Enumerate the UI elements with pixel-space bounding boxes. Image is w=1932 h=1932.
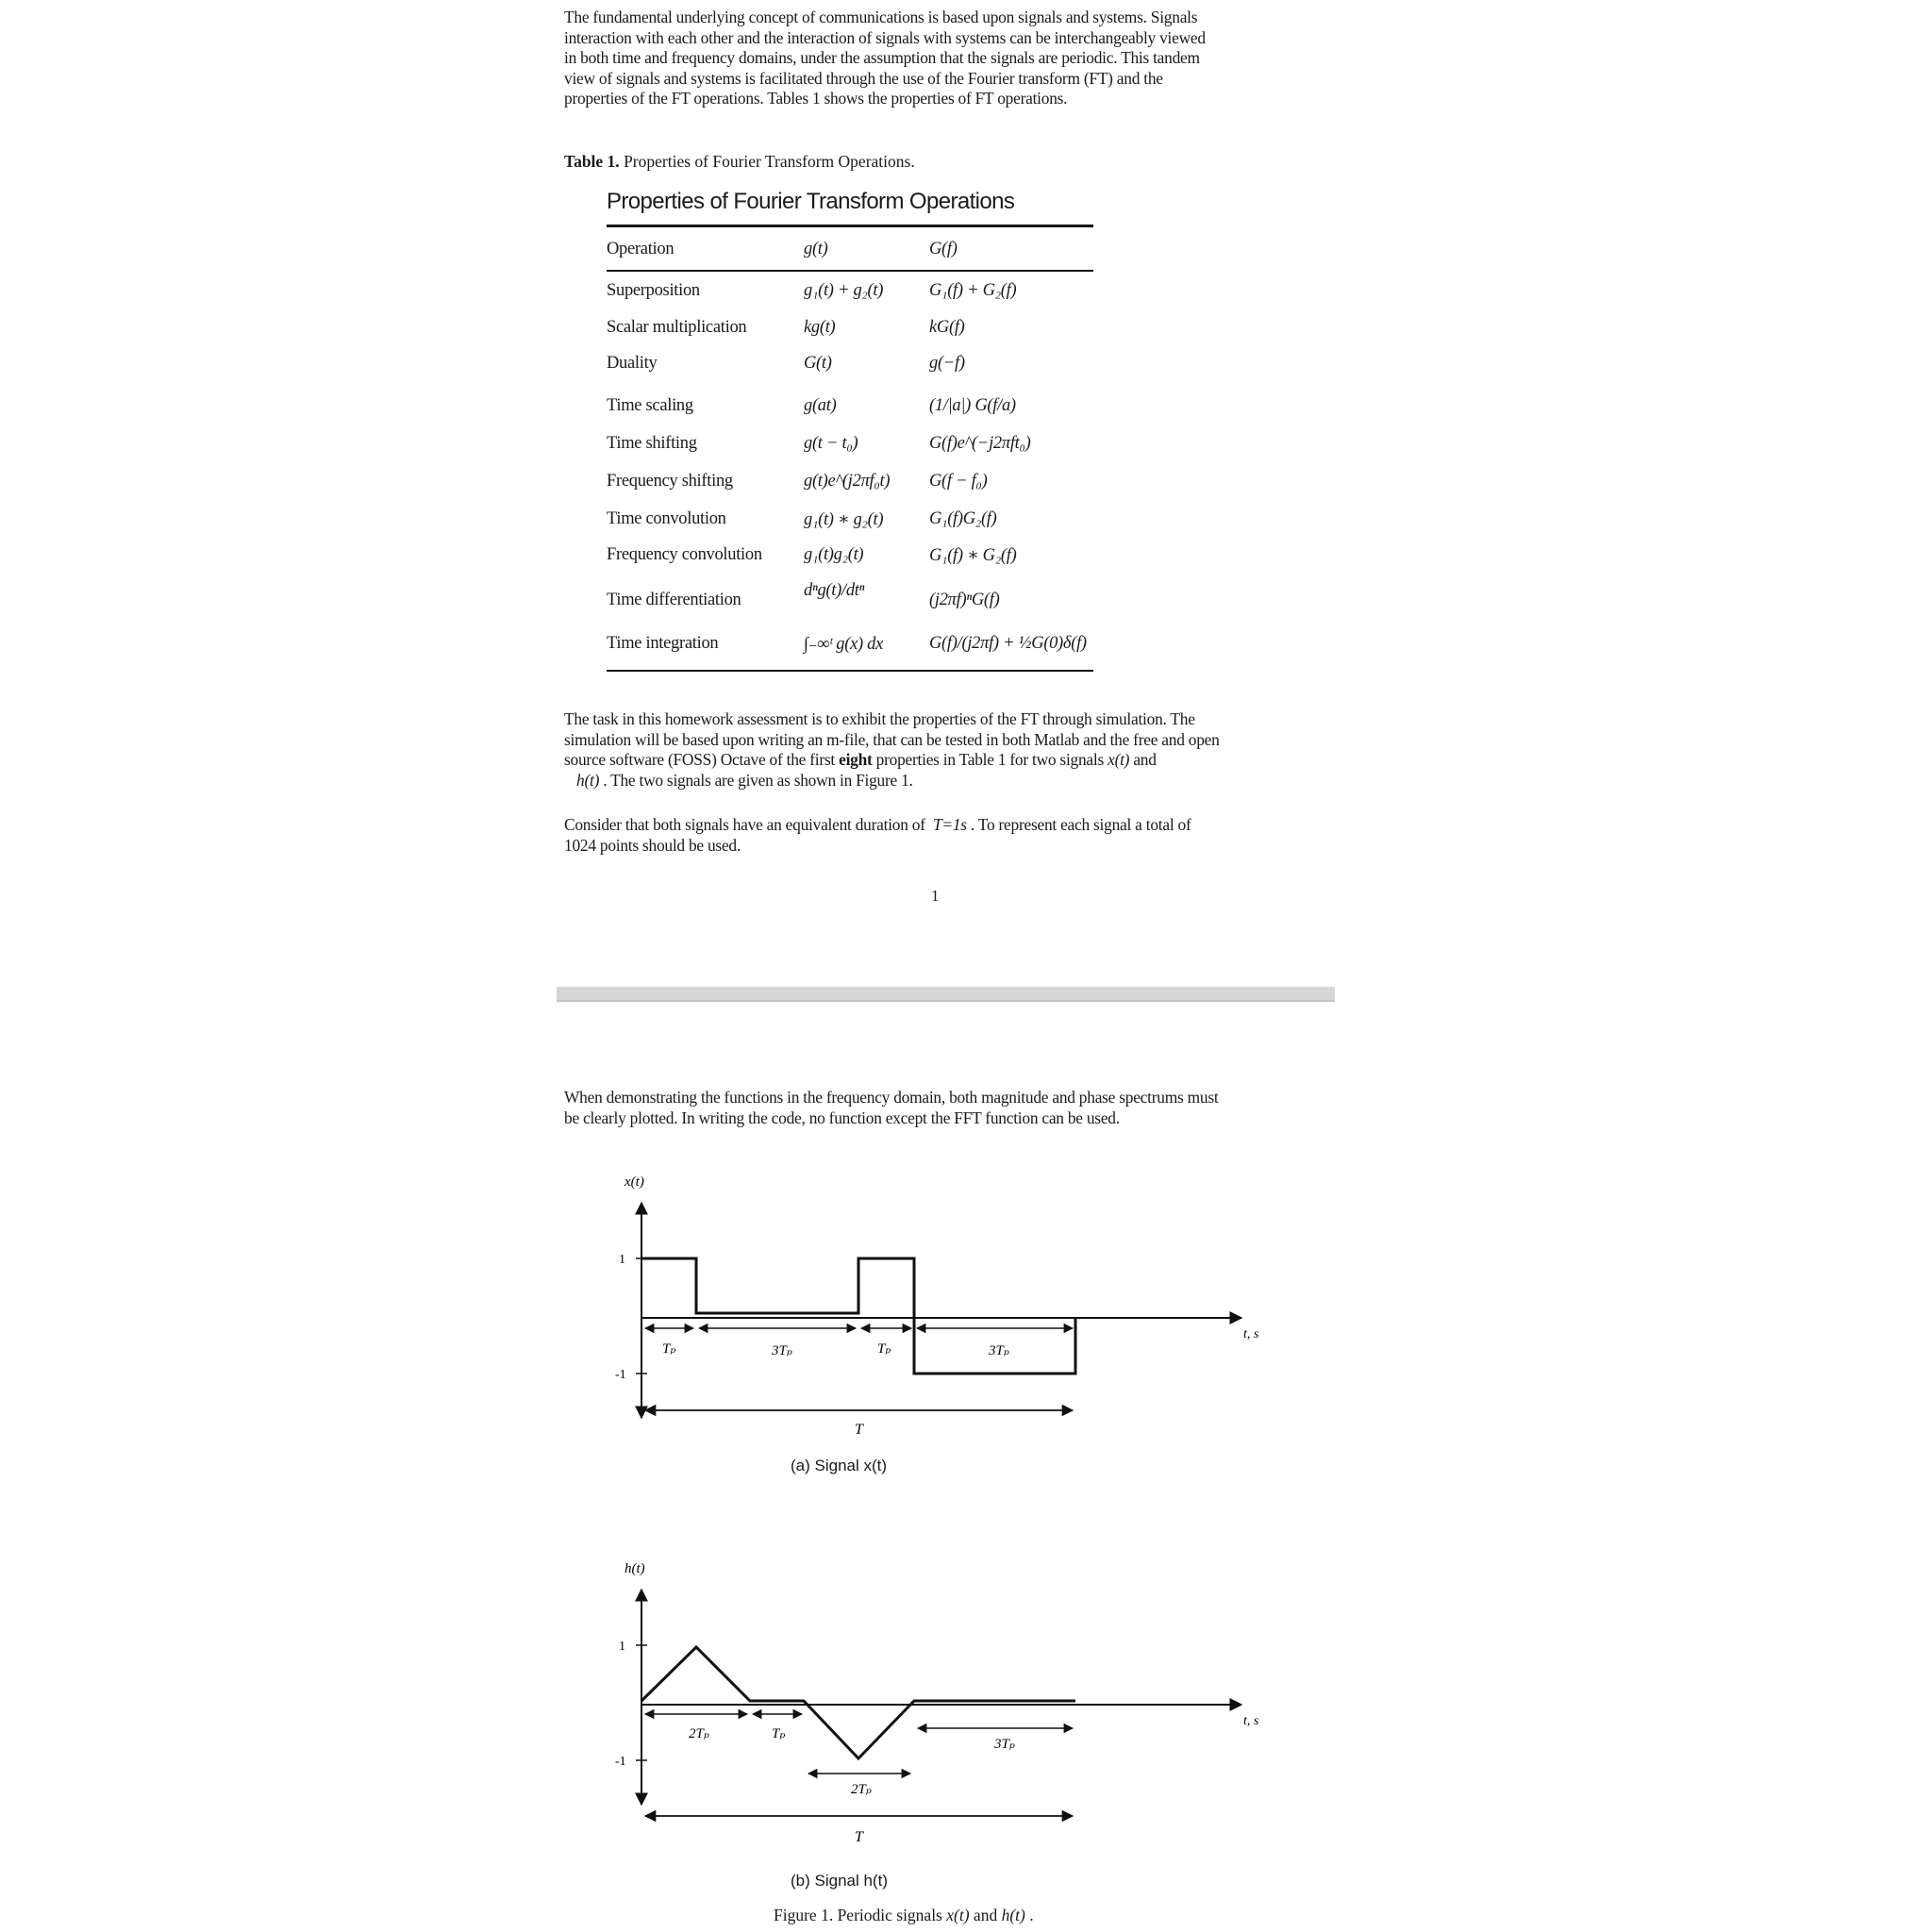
intro-paragraph <box>564 8 1309 109</box>
signal-h-plot <box>604 1552 1283 1891</box>
x-axis-label: t, s <box>1243 1714 1259 1728</box>
table-row-freq: (1/|a|) G(f/a) <box>929 396 1016 415</box>
table-row-freq: (j2πf)ⁿG(f) <box>929 591 1000 609</box>
table-header-time: g(t) <box>804 240 828 258</box>
table-row-freq: G(f)e^(−j2πft₀) <box>929 434 1031 453</box>
intro-line: The fundamental underlying concept of communications is based upon signals and systems. Signals <box>564 8 1198 26</box>
segment-label: Tₚ <box>662 1341 676 1357</box>
segment-label: Tₚ <box>877 1341 891 1357</box>
segment-label: 2Tₚ <box>689 1726 709 1741</box>
table-row-freq: kG(f) <box>929 318 965 337</box>
table-row-operation: Superposition <box>607 281 700 300</box>
frequency-note: When demonstrating the functions in the frequency domain, both magnitude and phase spectrums must be clearly plotted. In writing the code, no function except the FFT function can be used. <box>564 1088 1219 1127</box>
table-row-operation: Duality <box>607 354 658 373</box>
y-axis-label: x(t) <box>625 1174 644 1190</box>
signal-x-plot <box>604 1165 1283 1505</box>
table-row-time: ∫₋∞ᵗ g(x) dx <box>804 635 884 654</box>
table-row-freq: G(f)/(j2πf) + ½G(0)δ(f) <box>929 634 1087 653</box>
table-title: Properties of Fourier Transform Operations <box>607 189 1015 214</box>
task-line: simulation will be based upon writing an m-file, that can be tested in both Matlab and the free and open <box>564 729 1220 749</box>
table-row-operation: Time scaling <box>607 396 693 415</box>
table-row-freq: g(−f) <box>929 354 965 373</box>
table-caption-label: Table 1. <box>564 152 620 171</box>
signal-x-waveform <box>641 1258 1075 1374</box>
symbol-h: h(t) <box>576 770 600 790</box>
segment-label: 3Tₚ <box>994 1737 1015 1752</box>
table-top-rule <box>607 225 1093 227</box>
table-row-operation: Time convolution <box>607 509 726 528</box>
task-paragraph <box>564 709 1309 791</box>
table-row-time: G(t) <box>804 354 832 373</box>
task-line: h(t) . The two signals are given as shown in Figure 1. <box>576 770 913 790</box>
symbol-T: T=1s <box>932 815 967 834</box>
intro-line: properties of the FT operations. Tables 1 shows the properties of FT operations. <box>564 89 1068 108</box>
table-row-time: g₁(t)g₂(t) <box>804 545 864 564</box>
table-row-freq: G(f − f₀) <box>929 472 988 491</box>
segment-label: 2Tₚ <box>851 1782 872 1797</box>
page-number: 1 <box>931 887 940 905</box>
segment-label: 3Tₚ <box>772 1343 792 1358</box>
table-row-time: g(at) <box>804 396 837 415</box>
figure-b-caption: (b) Signal h(t) <box>791 1872 888 1890</box>
tick-label-pos: 1 <box>619 1253 625 1267</box>
table-row-operation: Time differentiation <box>607 591 741 609</box>
table-row-operation: Time integration <box>607 634 719 653</box>
intro-line: view of signals and systems is facilitated through the use of the Fourier transform (FT) and the <box>564 68 1163 88</box>
table-row-operation: Frequency shifting <box>607 472 733 491</box>
table-header-operation: Operation <box>607 240 675 258</box>
segment-label: 3Tₚ <box>989 1343 1009 1358</box>
table-row-time: g₁(t) + g₂(t) <box>804 281 884 300</box>
table-bottom-rule <box>607 670 1093 672</box>
table-row-operation: Frequency convolution <box>607 545 762 564</box>
table-row-operation: Scalar multiplication <box>607 318 747 337</box>
table-row-time: dⁿg(t)/dtⁿ <box>804 581 865 600</box>
task-line: The task in this homework assessment is to exhibit the properties of the FT through simulation. The <box>564 709 1195 728</box>
table-row-time: g₁(t) ∗ g₂(t) <box>804 510 884 529</box>
period-label: T <box>855 1422 863 1438</box>
tick-label-neg: -1 <box>615 1755 626 1769</box>
y-axis-label: h(t) <box>625 1561 645 1576</box>
table-row-freq: G₁(f)G₂(f) <box>929 509 997 528</box>
table-row-time: g(t)e^(j2πf₀t) <box>804 472 891 491</box>
page-divider <box>557 987 1335 1002</box>
table-caption <box>564 152 915 172</box>
tick-label-neg: -1 <box>615 1368 626 1382</box>
table-header-rule <box>607 270 1093 272</box>
figure-caption: Figure 1. Periodic signals x(t) and h(t) . <box>774 1906 1034 1924</box>
table-row-time: g(t − t₀) <box>804 434 858 453</box>
x-axis-label: t, s <box>1243 1327 1259 1341</box>
table-header-freq: G(f) <box>929 240 958 258</box>
period-label: T <box>855 1829 863 1845</box>
table-row-time: kg(t) <box>804 318 836 337</box>
tick-label-pos: 1 <box>619 1640 625 1654</box>
emphasis-eight: eight <box>839 750 873 770</box>
table-row-freq: G₁(f) ∗ G₂(f) <box>929 546 1017 565</box>
intro-line: interaction with each other and the interaction of signals with systems can be interchangeably viewed <box>564 27 1206 47</box>
figure-a-caption: (a) Signal x(t) <box>791 1457 888 1474</box>
task-line: source software (FOSS) Octave of the first eight properties in Table 1 for two signals x(t) and <box>564 750 1157 770</box>
table-row-freq: G₁(f) + G₂(f) <box>929 281 1017 300</box>
segment-label: Tₚ <box>772 1726 786 1741</box>
consider-paragraph: Consider that both signals have an equivalent duration of T=1s . To represent each signal a total of 1024 points should be used. <box>564 815 1191 855</box>
table-caption-text: Properties of Fourier Transform Operations. <box>619 152 915 171</box>
table-row-operation: Time shifting <box>607 434 697 453</box>
symbol-x: x(t) <box>1108 750 1130 770</box>
intro-line: in both time and frequency domains, under the assumption that the signals are periodic. This tandem <box>564 48 1200 68</box>
